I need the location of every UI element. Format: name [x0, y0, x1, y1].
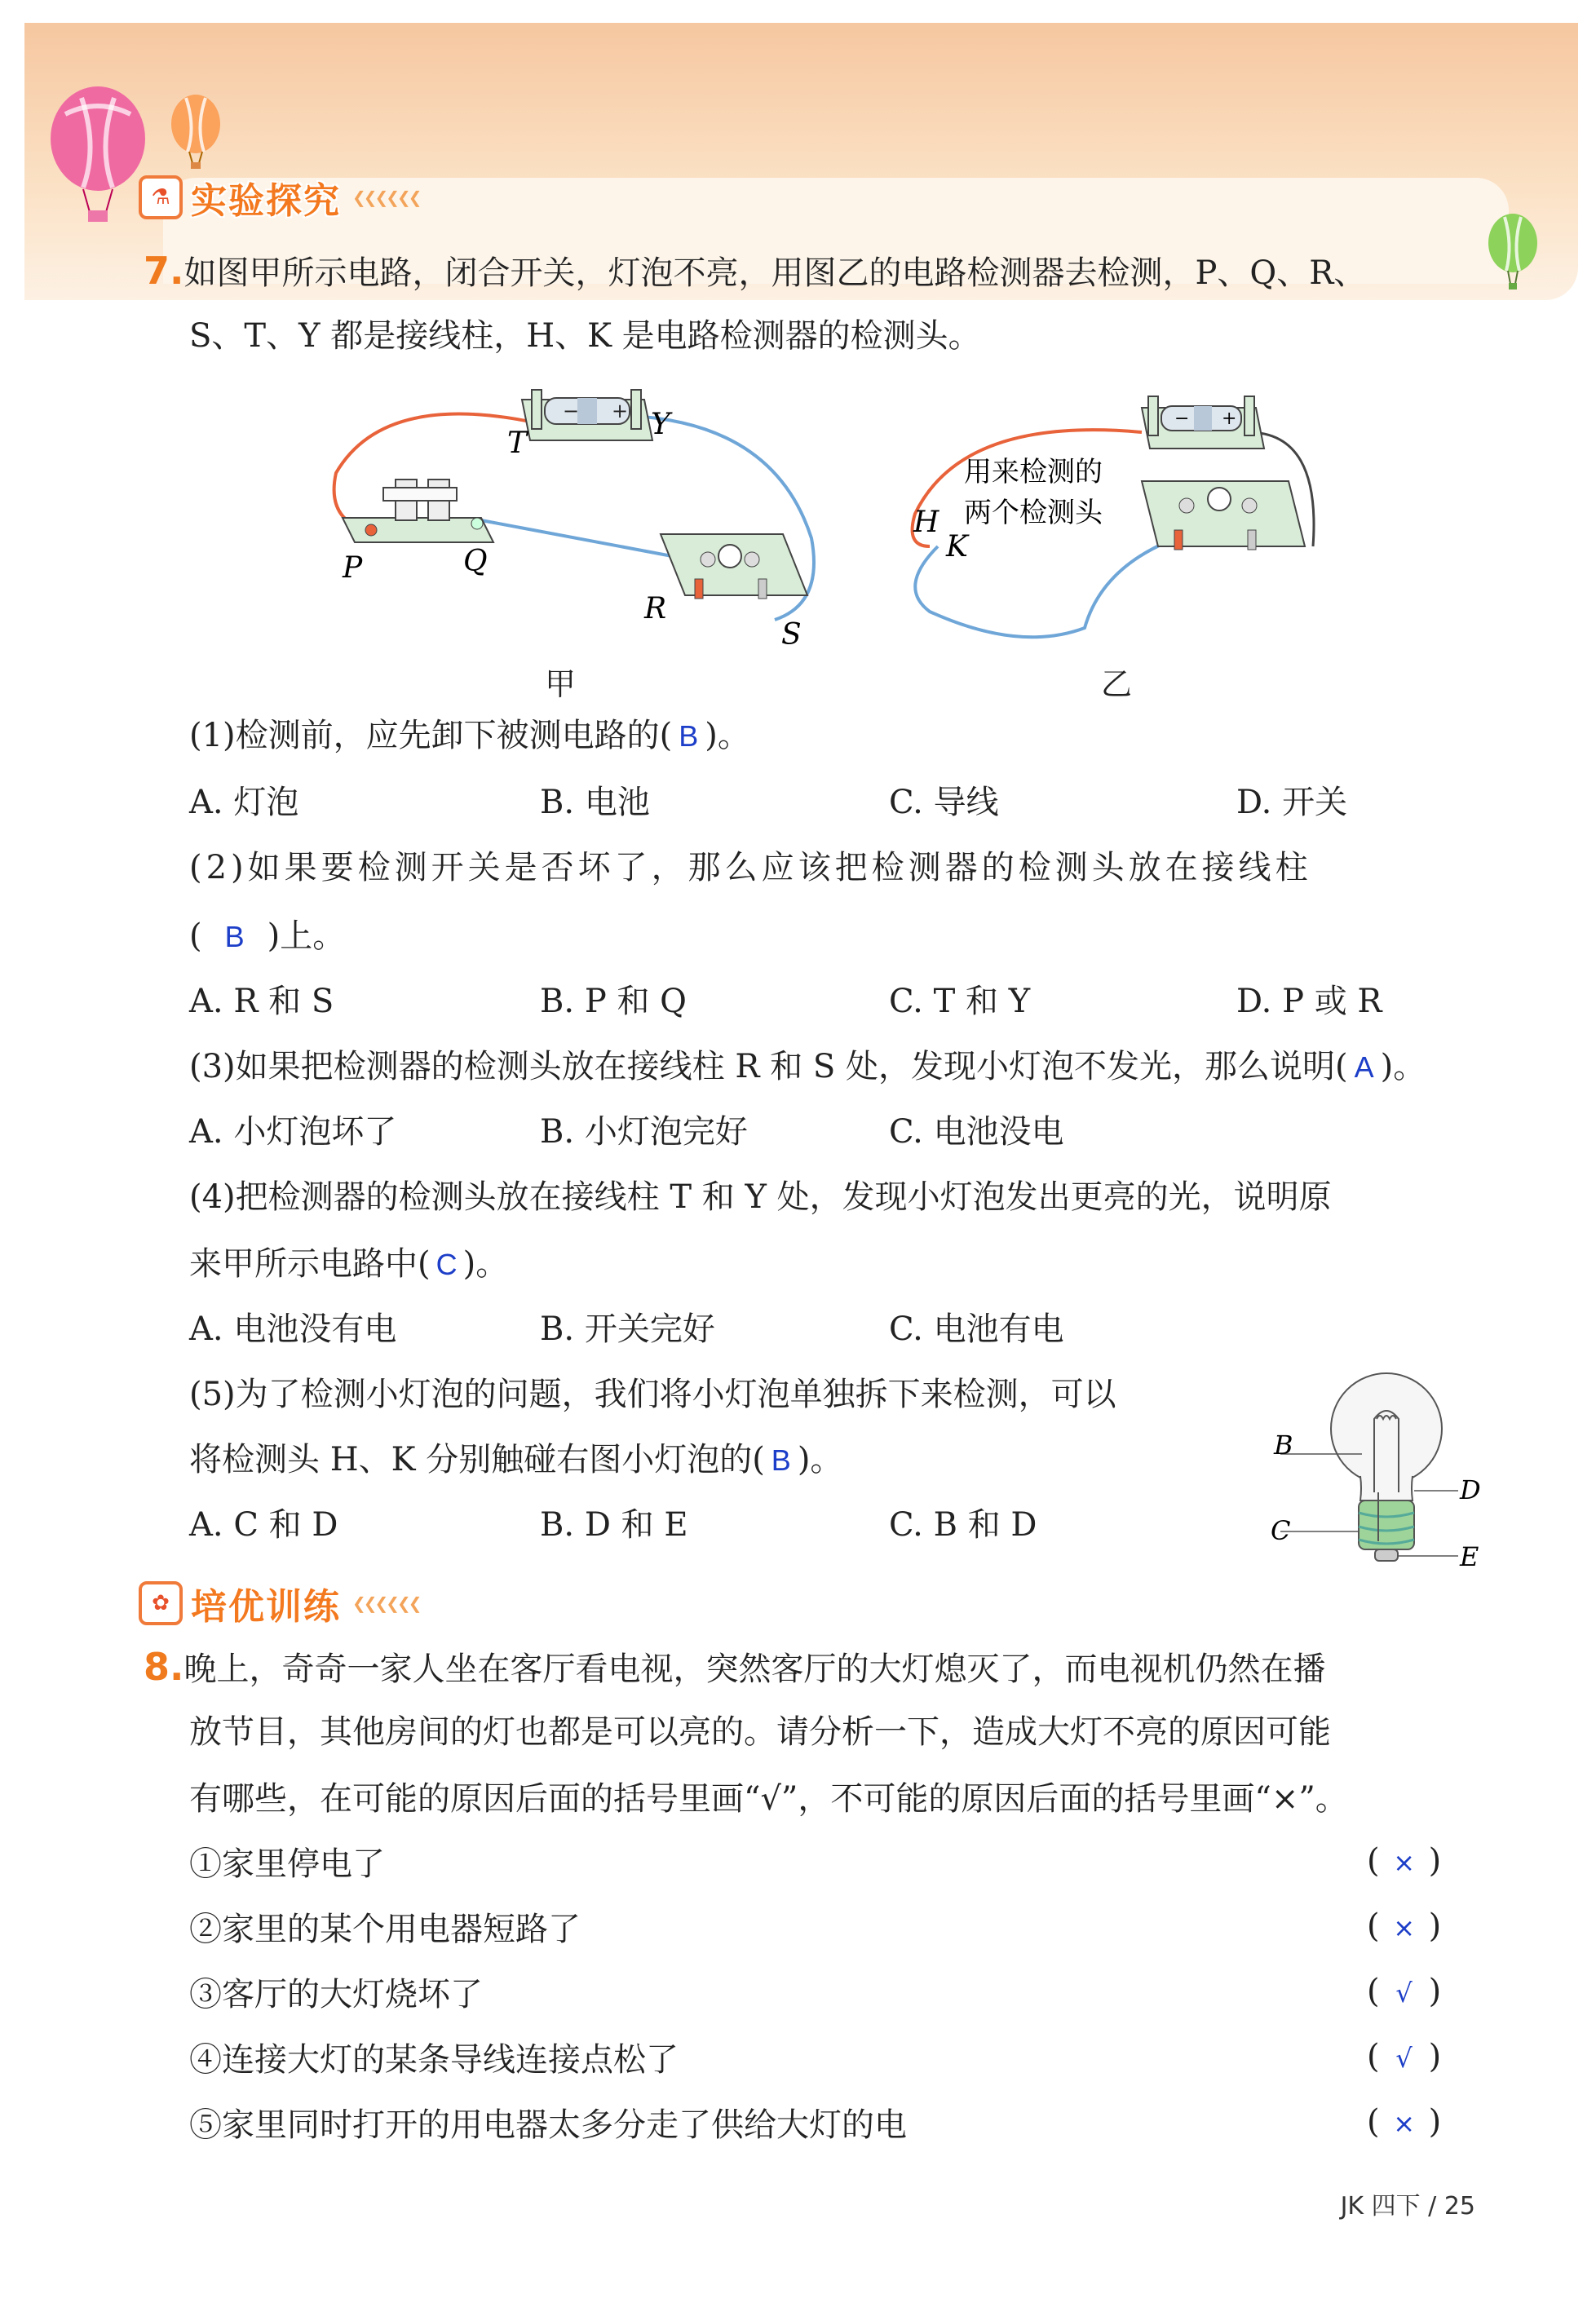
answer-mark: × [1393, 2108, 1416, 2139]
chevron-decoration-icon: ❮❮❮❮❮❮ [352, 1593, 420, 1613]
q7-sub5-line1: (5)为了检测小灯泡的问题，我们将小灯泡单独拆下来检测，可以 [189, 1376, 1116, 1413]
answer-blank: B [771, 1443, 791, 1477]
q7-sub2-open: ( [189, 917, 202, 955]
q8-item-1-answer: ( × ) [1367, 1840, 1441, 1884]
answer-blank: B [224, 920, 245, 953]
q7-sub2-line2 [189, 915, 345, 958]
circuit-detector-figure-b [897, 383, 1354, 661]
q8-text-line1: 晚上，奇奇一家人坐在客厅看电视，突然客厅的大灯熄灭了，而电视机仍然在播 [183, 1651, 1326, 1688]
option-d: D. P 或 R [1236, 983, 1382, 1020]
page-footer: JK 四下 / 25 [1340, 2192, 1475, 2221]
label-R: R [644, 592, 667, 625]
q8-item-text: ⑤家里同时打开的用电器太多分走了供给大灯的电 [189, 2106, 907, 2144]
detector-battery [1142, 396, 1264, 449]
question-number: 7. [144, 249, 184, 293]
detector-note-line2: 两个检测头 [964, 497, 1103, 529]
big-pink-balloon [51, 86, 145, 222]
q8-item-2-answer: ( × ) [1367, 1905, 1441, 1949]
detector-lamp-board [1142, 481, 1305, 550]
q8-item-5-answer: ( × ) [1367, 2101, 1441, 2145]
answer-blank: A [1354, 1050, 1374, 1084]
bulb-label-B: B [1274, 1430, 1293, 1461]
q7-sub1-close: )。 [705, 717, 750, 754]
q7-sub2-close: )上。 [267, 917, 346, 955]
option-b: B. 小灯泡完好 [540, 1113, 748, 1151]
option-a: A. R 和 S [189, 983, 334, 1020]
q7-sub4-line2 [189, 1243, 508, 1286]
option-d: D. 开关 [1236, 784, 1348, 821]
option-b: B. 开关完好 [540, 1310, 715, 1348]
q7-sub2-line1: (2)如果要检测开关是否坏了，那么应该把检测器的检测头放在接线柱 [189, 849, 1312, 886]
answer-mark: √ [1395, 2043, 1413, 2074]
answer-mark: × [1393, 1847, 1416, 1878]
q8-line3: 有哪些，在可能的原因后面的括号里画“√”，不可能的原因后面的括号里画“×”。 [189, 1780, 1348, 1818]
option-b: B. D 和 E [540, 1506, 688, 1544]
option-b: B. P 和 Q [540, 983, 687, 1020]
label-S: S [781, 618, 802, 652]
q8-line1 [144, 1646, 1325, 1690]
medal-icon: ✿ [139, 1581, 183, 1625]
q7-sub1 [189, 714, 750, 758]
q8-item-4-answer: ( √ ) [1367, 2035, 1441, 2079]
q8-item-2 [189, 1908, 581, 1951]
lamp-board [661, 534, 807, 599]
q7-sub3-close: )。 [1380, 1048, 1426, 1085]
figure-b-caption: 乙 [1101, 666, 1133, 702]
option-a: A. C 和 D [189, 1506, 338, 1544]
option-b: B. 电池 [540, 784, 650, 821]
q8-item-1 [189, 1843, 385, 1885]
answer-mark: √ [1395, 1978, 1413, 2009]
section-title: 实验探究 [191, 180, 341, 222]
q7-sub4-close: )。 [462, 1245, 509, 1283]
q7-sub4-line1: (4)把检测器的检测头放在接线柱 T 和 Y 处，发现小灯泡发出更亮的光，说明原 [189, 1178, 1332, 1216]
battery-plus-label: + [612, 400, 629, 422]
label-H: H [913, 506, 939, 539]
q7-sub1-text: (1)检测前，应先卸下被测电路的( [189, 717, 673, 754]
q7-sub5-close: )。 [797, 1441, 843, 1478]
label-K: K [946, 530, 968, 563]
q7-sub5-text: 将检测头 H、K 分别触碰右图小灯泡的( [189, 1441, 765, 1478]
q7-sub3-text: (3)如果把检测器的检测头放在接线柱 R 和 S 处，发现小灯泡不发光，那么说明( [189, 1048, 1348, 1085]
question-number: 8. [144, 1645, 184, 1689]
section-title: 培优训练 [191, 1586, 341, 1628]
bulb-label-E: E [1460, 1541, 1479, 1572]
q8-item-3-answer: ( √ ) [1367, 1970, 1441, 2014]
bulb-label-C: C [1271, 1515, 1291, 1546]
label-Y: Y [651, 408, 670, 441]
section-header-experiment [139, 171, 420, 223]
label-T: T [507, 426, 528, 460]
q7-sub5-line2 [189, 1439, 842, 1482]
detector-plus-label: + [1222, 409, 1237, 429]
q8-item-3 [189, 1973, 483, 2016]
q8-item-text: ④连接大灯的某条导线连接点松了 [189, 2041, 679, 2079]
detector-note-line1: 用来检测的 [964, 456, 1103, 488]
label-P: P [343, 551, 363, 585]
q7-line2 [189, 315, 981, 357]
circuit-figure-a [318, 375, 840, 661]
flask-icon: ⚗ [139, 175, 183, 219]
option-a: A. 电池没有电 [189, 1310, 397, 1348]
figure-a-caption: 甲 [545, 666, 577, 702]
answer-blank: C [435, 1248, 458, 1281]
answer-blank: B [679, 719, 699, 753]
bulb-screw-base [1359, 1500, 1414, 1561]
switch [343, 480, 493, 542]
section-header-training [139, 1577, 420, 1629]
battery-minus-label: − [563, 400, 580, 422]
light-bulb-figure [1264, 1370, 1492, 1582]
q7-text-line1: 如图甲所示电路，闭合开关，灯泡不亮，用图乙的电路检测器去检测，P、Q、R、 [183, 254, 1367, 292]
q8-item-5 [189, 2104, 907, 2146]
q7-text-line2: S、T、Y 都是接线柱，H、K 是电路检测器的检测头。 [189, 317, 981, 355]
option-c: C. 电池没电 [889, 1113, 1064, 1151]
option-c: C. 电池有电 [889, 1310, 1064, 1348]
bulb-label-D: D [1460, 1474, 1481, 1505]
small-orange-balloon [171, 95, 220, 169]
answer-mark: × [1393, 1912, 1416, 1943]
green-balloon-decoration [1480, 212, 1545, 294]
q8-item-4 [189, 2039, 679, 2081]
q8-item-text: ②家里的某个用电器短路了 [189, 1911, 581, 1948]
label-Q: Q [463, 545, 488, 578]
q8-item-text: ①家里停电了 [189, 1845, 385, 1883]
option-c: C. 导线 [889, 784, 999, 821]
option-c: C. T 和 Y [889, 983, 1031, 1020]
q7-sub3 [189, 1045, 1426, 1089]
detector-minus-label: − [1174, 409, 1190, 429]
q7-line1 [144, 250, 1366, 294]
q8-item-text: ③客厅的大灯烧坏了 [189, 1976, 483, 2013]
q8-line2: 放节目，其他房间的灯也都是可以亮的。请分析一下，造成大灯不亮的原因可能 [189, 1713, 1331, 1751]
q7-sub4-text: 来甲所示电路中( [189, 1245, 431, 1283]
battery-holder [522, 390, 652, 440]
chevron-decoration-icon: ❮❮❮❮❮❮ [352, 188, 420, 207]
option-a: A. 灯泡 [189, 784, 299, 821]
option-a: A. 小灯泡坏了 [189, 1113, 397, 1151]
option-c: C. B 和 D [889, 1506, 1037, 1544]
